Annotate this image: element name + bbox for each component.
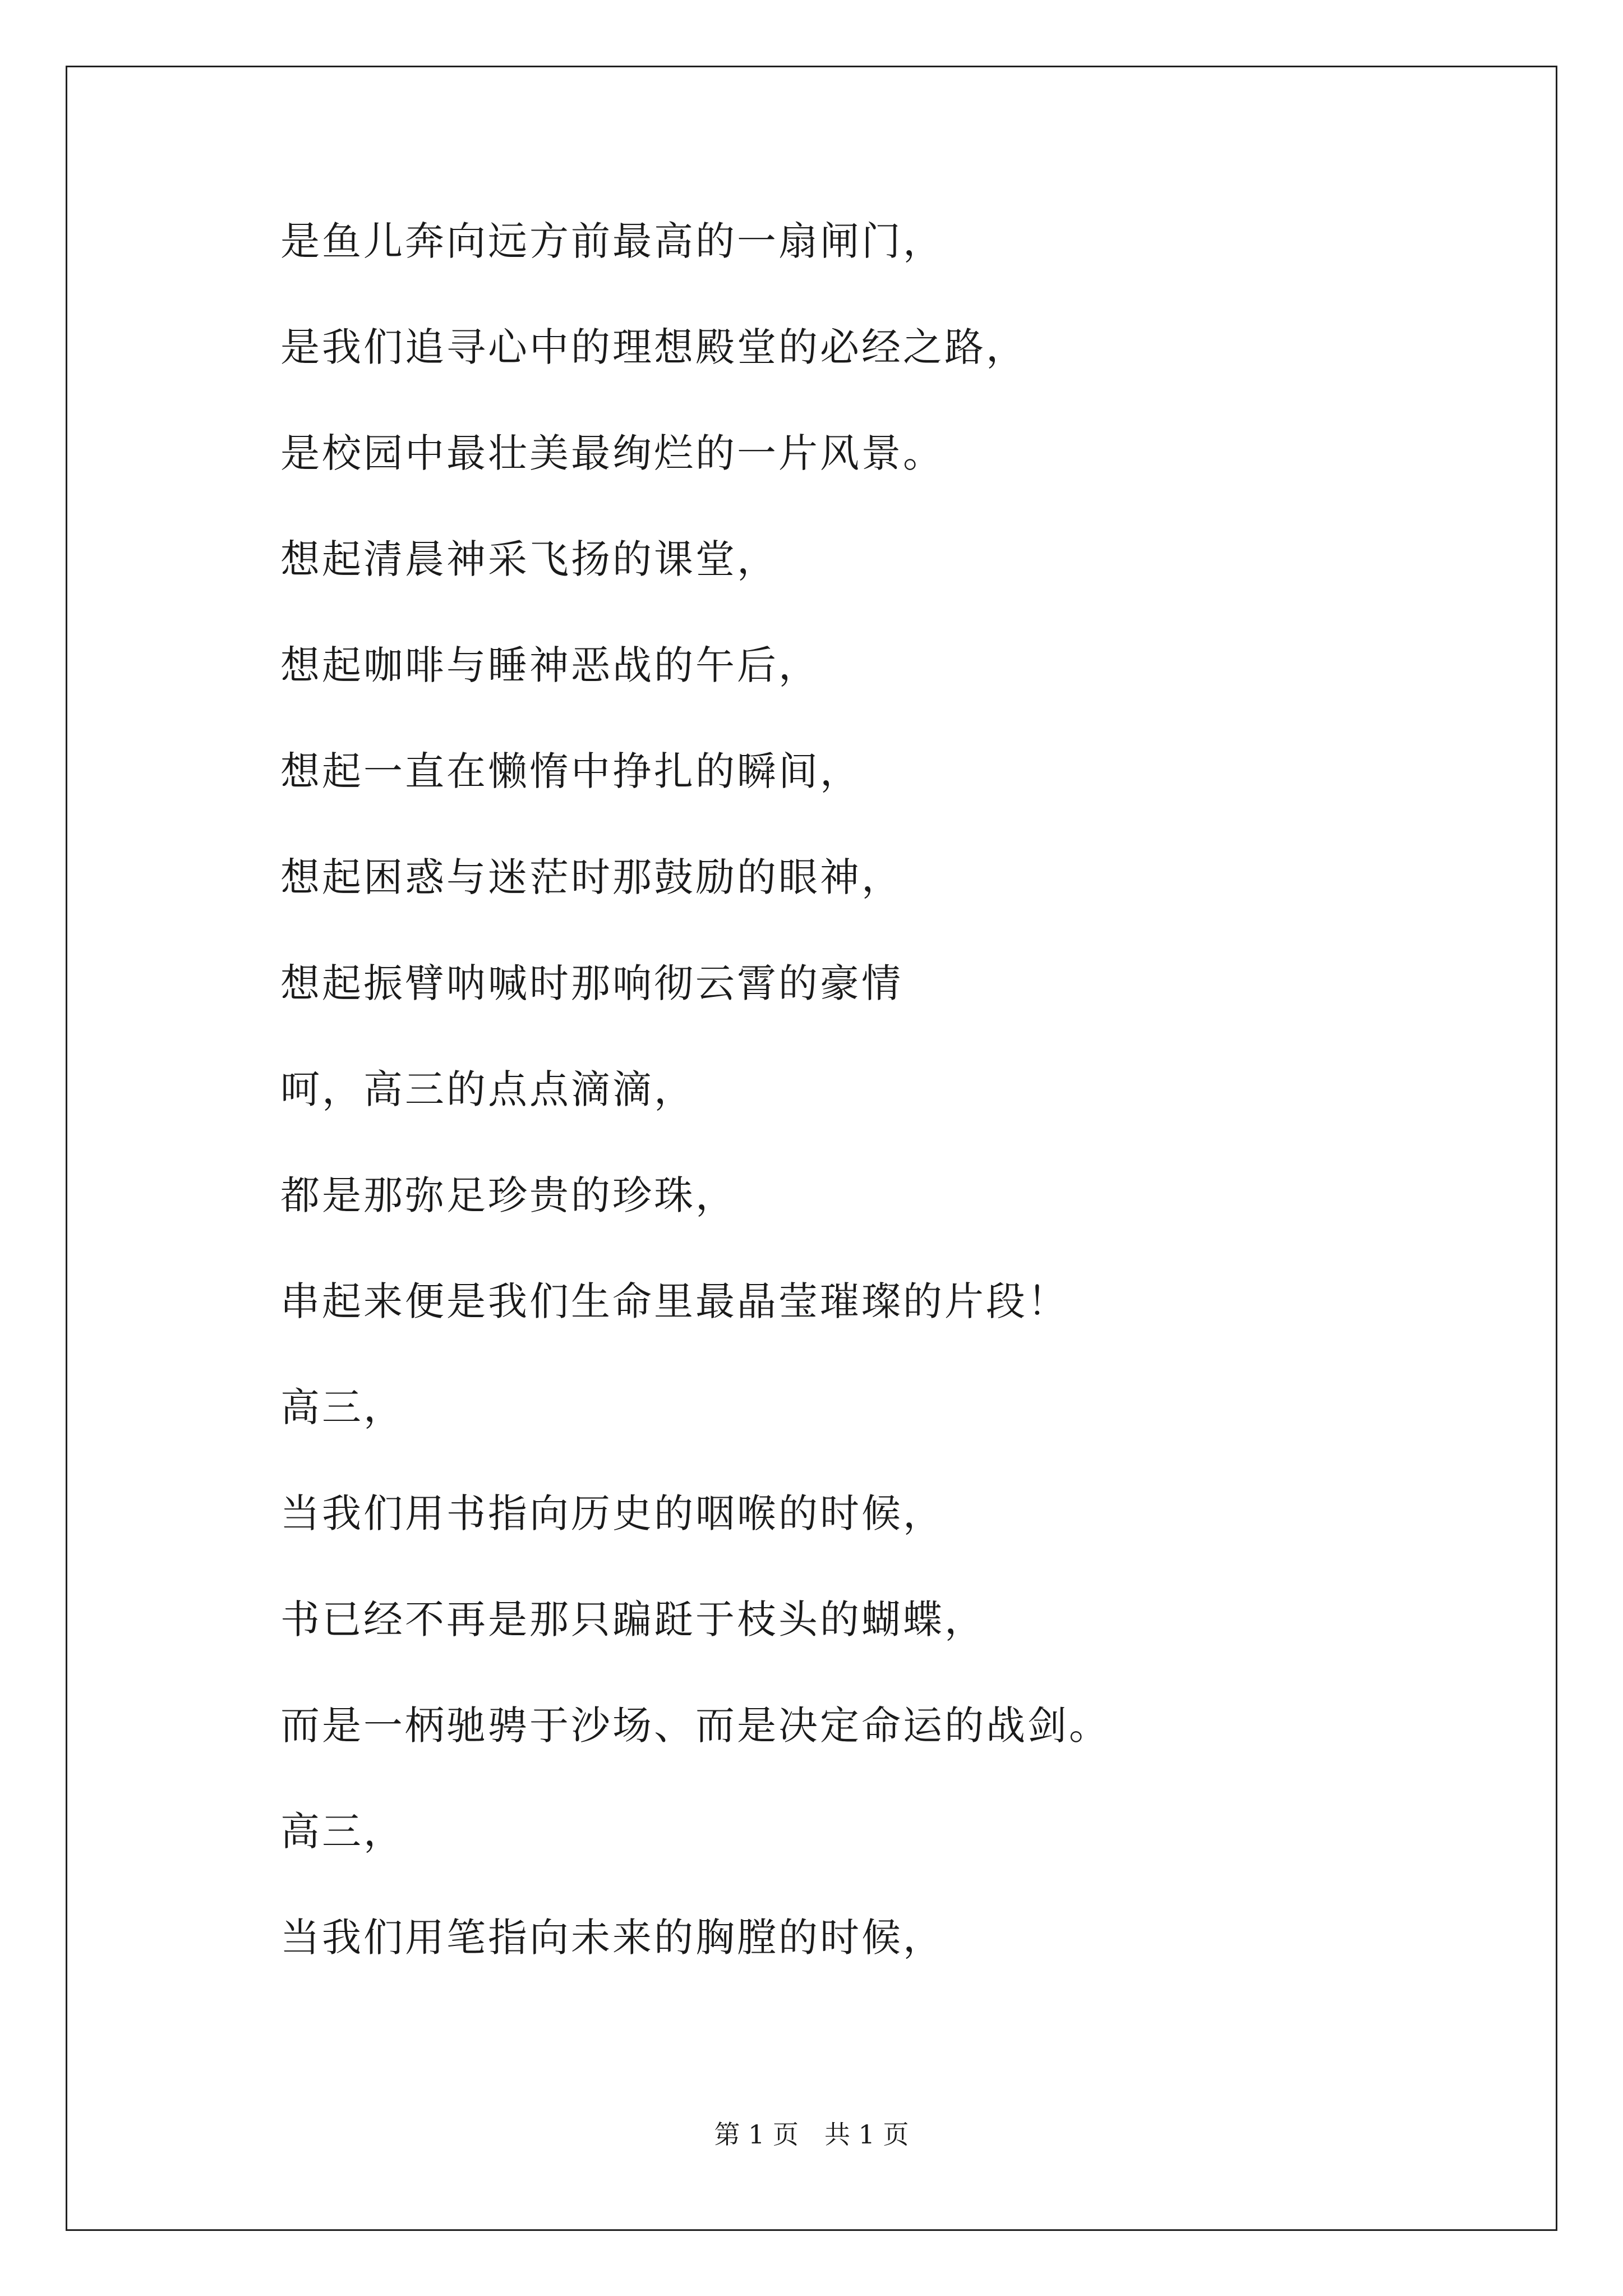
text-line: 想起咖啡与睡神恶战的午后， xyxy=(280,642,820,688)
text-line: 当我们用笔指向未来的胸膛的时候， xyxy=(280,1915,944,1961)
text-line: 书已经不再是那只蹁跹于枝头的蝴蝶， xyxy=(280,1596,986,1642)
text-line: 串起来便是我们生命里最晶莹璀璨的片段！ xyxy=(280,1278,1069,1324)
text-line: 呵，高三的点点滴滴， xyxy=(280,1066,695,1112)
text-line: 是我们追寻心中的理想殿堂的必经之路， xyxy=(280,324,1027,370)
text-line: 是鱼儿奔向远方前最高的一扇闸门， xyxy=(280,218,944,264)
text-line: 想起困惑与迷茫时那鼓励的眼神， xyxy=(280,854,903,900)
text-line: 是校园中最壮美最绚烂的一片风景。 xyxy=(280,430,944,476)
text-line: 高三， xyxy=(280,1384,405,1430)
text-line: 想起振臂呐喊时那响彻云霄的豪情 xyxy=(280,960,903,1006)
text-line: 当我们用书指向历史的咽喉的时候， xyxy=(280,1490,944,1536)
text-line: 想起清晨神采飞扬的课堂， xyxy=(280,536,778,582)
text-line: 想起一直在懒惰中挣扎的瞬间， xyxy=(280,748,861,794)
page-number-footer: 第 1 页 共 1 页 xyxy=(714,2119,909,2150)
document-body xyxy=(280,213,1486,2016)
text-line: 高三， xyxy=(280,1809,405,1855)
text-line: 都是那弥足珍贵的珍珠， xyxy=(280,1172,737,1218)
text-line: 而是一柄驰骋于沙场、而是决定命运的战剑。 xyxy=(280,1703,1110,1749)
